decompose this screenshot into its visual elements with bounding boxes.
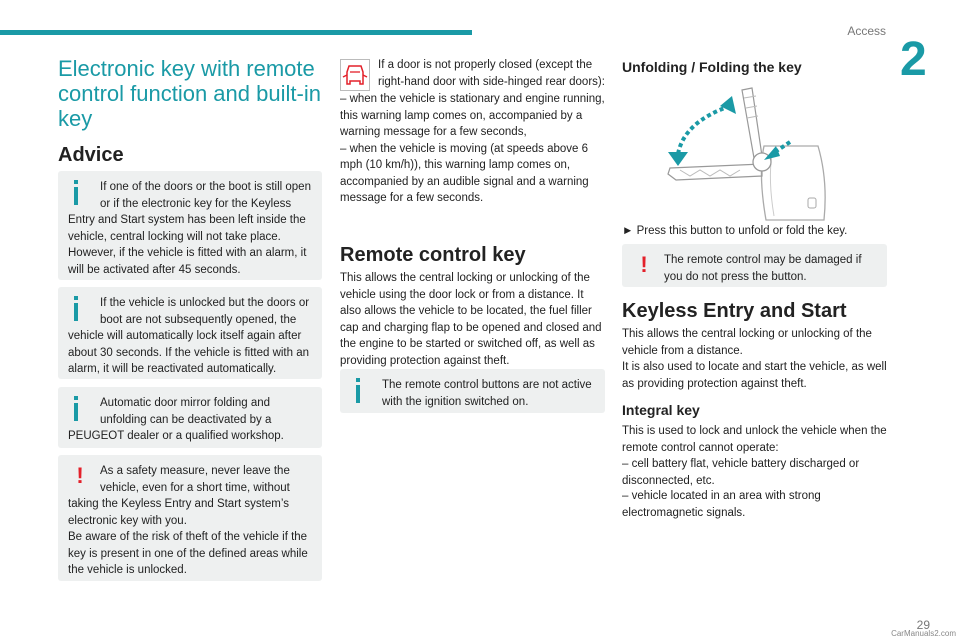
- warning-exclamation-icon: !: [640, 252, 648, 277]
- door-warning-moving: – when the vehicle is moving (at speeds above 6 mph (10 km/h)), this warning lamp comes on, accompanied by an audible signal and a warning message for a few seconds.: [340, 142, 589, 204]
- chapter-number: 2: [900, 33, 927, 86]
- door-warning-block: [340, 57, 605, 207]
- note-text: If one of the doors or the boot is still open or if the electronic key for the Keyless Entry and Start system has been left inside the vehicle, central locking will not take place. However, if the vehicle is fitted with an alarm, it will be activated after 45 seconds.: [68, 181, 311, 276]
- note-text: Be aware of the risk of theft of the vehicle if the key is present in one of the defined areas while the vehicle is unlocked.: [68, 531, 308, 576]
- keyless-entry-text-1: This allows the central locking or unlocking of the vehicle from a distance.: [622, 328, 872, 357]
- fold-key-heading: Unfolding / Folding the key: [622, 59, 802, 75]
- note-text: The remote control may be damaged if you do not press the button.: [664, 254, 862, 283]
- header-accent-bar: [0, 30, 472, 35]
- warning-note-safety: [58, 455, 322, 581]
- remote-control-text: This allows the central locking or unlocking of the vehicle using the door lock or from a distance. It also allows the vehicle to be located, the fuel filler cap and charging flap to be opened and closed and the engine to be started or switched off, as well as providing protection against theft.: [340, 272, 602, 367]
- info-icon: [68, 395, 92, 425]
- integral-key-item-2: – vehicle located in an area with strong electromagnetic signals.: [622, 490, 821, 519]
- note-text: The remote control buttons are not active with the ignition switched on.: [382, 379, 592, 408]
- note-text: As a safety measure, never leave the vehicle, even for a short time, without taking the Keyless Entry and Start system’s electronic key with you.: [68, 465, 290, 527]
- info-note-auto-relock: [58, 287, 322, 379]
- keyless-entry-heading: Keyless Entry and Start: [622, 300, 847, 322]
- integral-key-intro: This is used to lock and unlock the vehicle when the remote control cannot operate:: [622, 425, 887, 454]
- info-note-mirror-folding: [58, 387, 322, 448]
- remote-control-heading: Remote control key: [340, 244, 526, 266]
- page-title: Electronic key with remote control function and built-in key: [58, 56, 321, 131]
- door-warning-stationary: – when the vehicle is stationary and engine running, this warning lamp comes on, accompanied by a warning message for a few seconds,: [340, 93, 605, 138]
- note-text: Automatic door mirror folding and unfolding can be deactivated by a PEUGEOT dealer or a qualified workshop.: [68, 397, 284, 442]
- info-icon: [68, 179, 92, 209]
- keyless-entry-text-2: It is also used to locate and start the vehicle, as well as providing protection against theft.: [622, 361, 887, 390]
- info-note-doors-open: [58, 171, 322, 280]
- info-icon: [68, 295, 92, 325]
- warning-exclamation-icon: !: [76, 463, 84, 488]
- info-note-remote-buttons: [340, 369, 605, 413]
- integral-key-item-1: – cell battery flat, vehicle battery discharged or disconnected, etc.: [622, 458, 860, 487]
- watermark: CarManuals2.com: [891, 629, 956, 638]
- fold-key-instruction: ► Press this button to unfold or fold the key.: [622, 225, 848, 237]
- section-name: Access: [847, 24, 886, 38]
- advice-heading: Advice: [58, 144, 124, 166]
- key-fold-illustration: [662, 84, 832, 222]
- page-number: 29: [916, 618, 930, 632]
- open-door-warning-lamp-icon: [340, 59, 370, 91]
- note-text: If the vehicle is unlocked but the doors or boot are not subsequently opened, the vehicle will automatically lock itself again after about 30 seconds. If the vehicle is fitted with an alarm, it will be reactivated automatically.: [68, 297, 310, 375]
- integral-key-heading: Integral key: [622, 402, 700, 418]
- door-warning-intro: If a door is not properly closed (except the right-hand door with side-hinged rear doors):: [378, 59, 605, 88]
- info-icon: [350, 377, 374, 403]
- warning-note-remote-damage: [622, 244, 887, 287]
